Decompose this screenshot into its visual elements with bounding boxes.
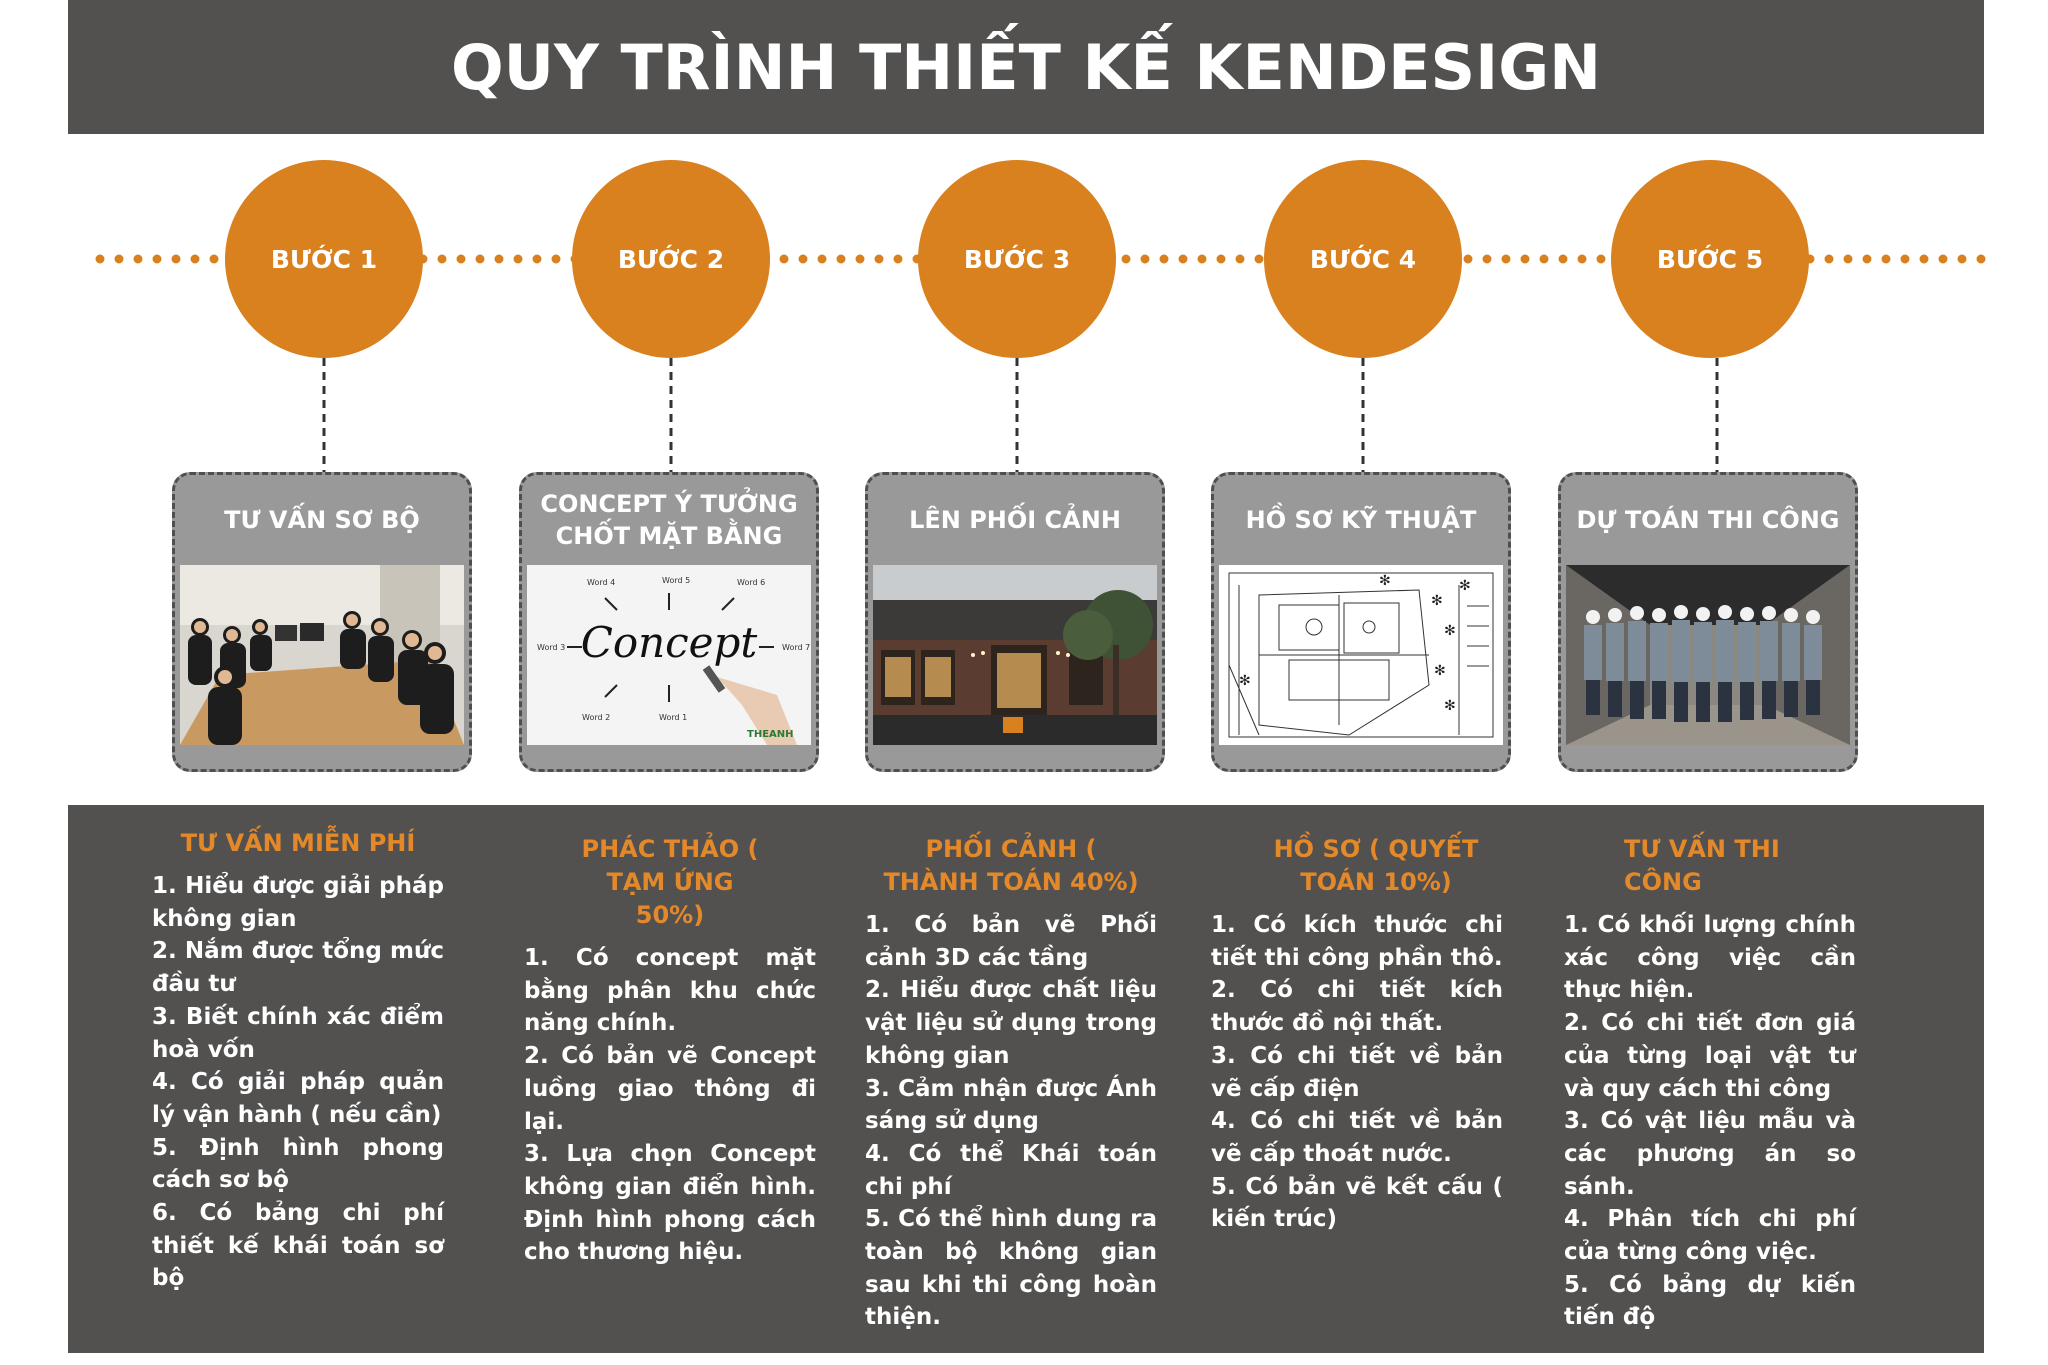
list-item: 5. Có bản vẽ kết cấu ( kiến trúc): [1211, 1173, 1503, 1233]
step-3-items: [865, 909, 1157, 1334]
step-5-details: [1564, 833, 1856, 1334]
step-3-label: BƯỚC 3: [963, 244, 1071, 274]
concept-word-6: Word 6: [737, 578, 766, 587]
step-1-items: [152, 870, 444, 1295]
svg-text:✻: ✻: [1459, 578, 1471, 594]
list-item: 2. Hiểu được chất liệu vật liệu sử dụng trong không gian: [865, 977, 1157, 1069]
step-4-circle: [1264, 160, 1462, 358]
list-item: 4. Phân tích chi phí của từng công việc.: [1564, 1206, 1856, 1266]
list-item: 3. Biết chính xác điểm hoà vốn: [152, 1003, 444, 1063]
construction-team-photo: [1566, 565, 1850, 745]
concept-word: Concept: [580, 618, 758, 667]
step-1-card: [172, 472, 472, 772]
step-connectors: [0, 354, 2048, 474]
step-3-circle: [918, 160, 1116, 358]
list-item: 5. Định hình phong cách sơ bộ: [152, 1134, 444, 1194]
step-5-card-title: DỰ TOÁN THI CÔNG: [1576, 506, 1840, 534]
list-item: 2. Nắm được tổng mức đầu tư: [152, 938, 444, 998]
step-3-card-title: LÊN PHỐI CẢNH: [909, 506, 1121, 534]
list-item: 3. Có chi tiết về bản vẽ cấp điện: [1211, 1042, 1503, 1102]
step-2-card-title: CONCEPT Ý TƯỞNG CHỐT MẶT BẰNG: [540, 490, 798, 550]
concept-word-2: Word 2: [582, 713, 611, 722]
step-5-items: [1564, 909, 1856, 1334]
step-4-card-title: HỒ SƠ KỸ THUẬT: [1245, 506, 1477, 534]
technical-drawing-image: [1219, 565, 1503, 745]
step-5-label: BƯỚC 5: [1656, 244, 1764, 274]
page-title: QUY TRÌNH THIẾT KẾ KENDESIGN: [450, 30, 1602, 104]
step-3-details: [865, 833, 1157, 1334]
concept-word-1: Word 1: [659, 713, 688, 722]
list-item: 4. Có thể Khái toán chi phí: [865, 1140, 1157, 1200]
theanh-logo-text: THEANH: [747, 729, 794, 740]
list-item: 1. Có bản vẽ Phối cảnh 3D các tầng: [865, 912, 1157, 971]
svg-text:✻: ✻: [1239, 673, 1251, 689]
list-item: 2. Có chi tiết đơn giá của từng loại vật tư và quy cách thi công: [1564, 1010, 1856, 1102]
svg-text:✻: ✻: [1444, 623, 1456, 639]
step-4-card: [1211, 472, 1511, 772]
concept-word-4: Word 4: [587, 578, 616, 587]
step-4-label: BƯỚC 4: [1309, 244, 1417, 274]
step-1-card-title: TƯ VẤN SƠ BỘ: [224, 506, 420, 534]
list-item: 1. Hiểu được giải pháp không gian: [152, 873, 444, 932]
list-item: 1. Có khối lượng chính xác công việc cần thực hiện.: [1564, 912, 1856, 1004]
team-meeting-photo: [180, 565, 464, 745]
step-2-card: [519, 472, 819, 772]
svg-text:✻: ✻: [1379, 573, 1391, 589]
step-2-details: [524, 833, 816, 1269]
step-4-items: [1211, 909, 1503, 1236]
list-item: 5. Có thể hình dung ra toàn bộ không gian sau khi thi công hoàn thiện.: [865, 1206, 1157, 1331]
step-1-heading: TƯ VẤN MIỄN PHÍ: [180, 829, 416, 857]
step-5-card: [1558, 472, 1858, 772]
step-2-circle: [572, 160, 770, 358]
details-panel: [68, 805, 1984, 1353]
list-item: 2. Có chi tiết kích thước đồ nội thất.: [1211, 977, 1503, 1037]
svg-text:✻: ✻: [1444, 698, 1456, 714]
list-item: 5. Có bảng dự kiến tiến độ: [1564, 1271, 1856, 1331]
list-item: 3. Có vật liệu mẫu và các phương án so sánh.: [1564, 1108, 1856, 1200]
step-2-heading: PHÁC THẢO ( TẠM ỨNG 50%): [581, 835, 759, 929]
concept-word-7: Word 7: [782, 643, 811, 652]
step-2-label: BƯỚC 2: [617, 244, 725, 274]
step-4-heading: HỒ SƠ ( QUYẾT TOÁN 10%): [1273, 835, 1479, 896]
list-item: 1. Có concept mặt bằng phân khu chức năng chính.: [524, 945, 816, 1037]
step-1-circle: [225, 160, 423, 358]
step-4-details: [1211, 833, 1503, 1236]
list-item: 2. Có bản vẽ Concept luồng giao thông đi lại.: [524, 1043, 816, 1135]
concept-word-5: Word 5: [662, 576, 691, 585]
exterior-render-image: [873, 565, 1157, 745]
step-3-heading: PHỐI CẢNH ( THÀNH TOÁN 40%): [883, 835, 1139, 896]
step-1-details: [152, 829, 444, 1295]
list-item: 3. Cảm nhận được Ánh sáng sử dụng: [865, 1075, 1157, 1135]
list-item: 1. Có kích thước chi tiết thi công phần thô.: [1211, 912, 1503, 971]
step-5-circle: [1611, 160, 1809, 358]
svg-text:✻: ✻: [1434, 663, 1446, 679]
process-timeline: [0, 160, 2048, 740]
step-2-items: [524, 942, 816, 1269]
list-item: 4. Có chi tiết về bản vẽ cấp thoát nước.: [1211, 1108, 1503, 1167]
page-header: [68, 0, 1984, 134]
list-item: 4. Có giải pháp quản lý vận hành ( nếu cần): [152, 1069, 444, 1128]
concept-word-3: Word 3: [537, 643, 566, 652]
svg-text:✻: ✻: [1431, 593, 1443, 609]
step-1-label: BƯỚC 1: [270, 244, 378, 274]
step-3-card: [865, 472, 1165, 772]
concept-sketch-image: [527, 565, 811, 745]
list-item: 6. Có bảng chi phí thiết kế khái toán sơ bộ: [152, 1200, 444, 1292]
step-5-heading: TƯ VẤN THI CÔNG: [1624, 835, 1780, 896]
list-item: 3. Lựa chọn Concept không gian điển hình. Định hình phong cách cho thương hiệu.: [524, 1141, 816, 1266]
